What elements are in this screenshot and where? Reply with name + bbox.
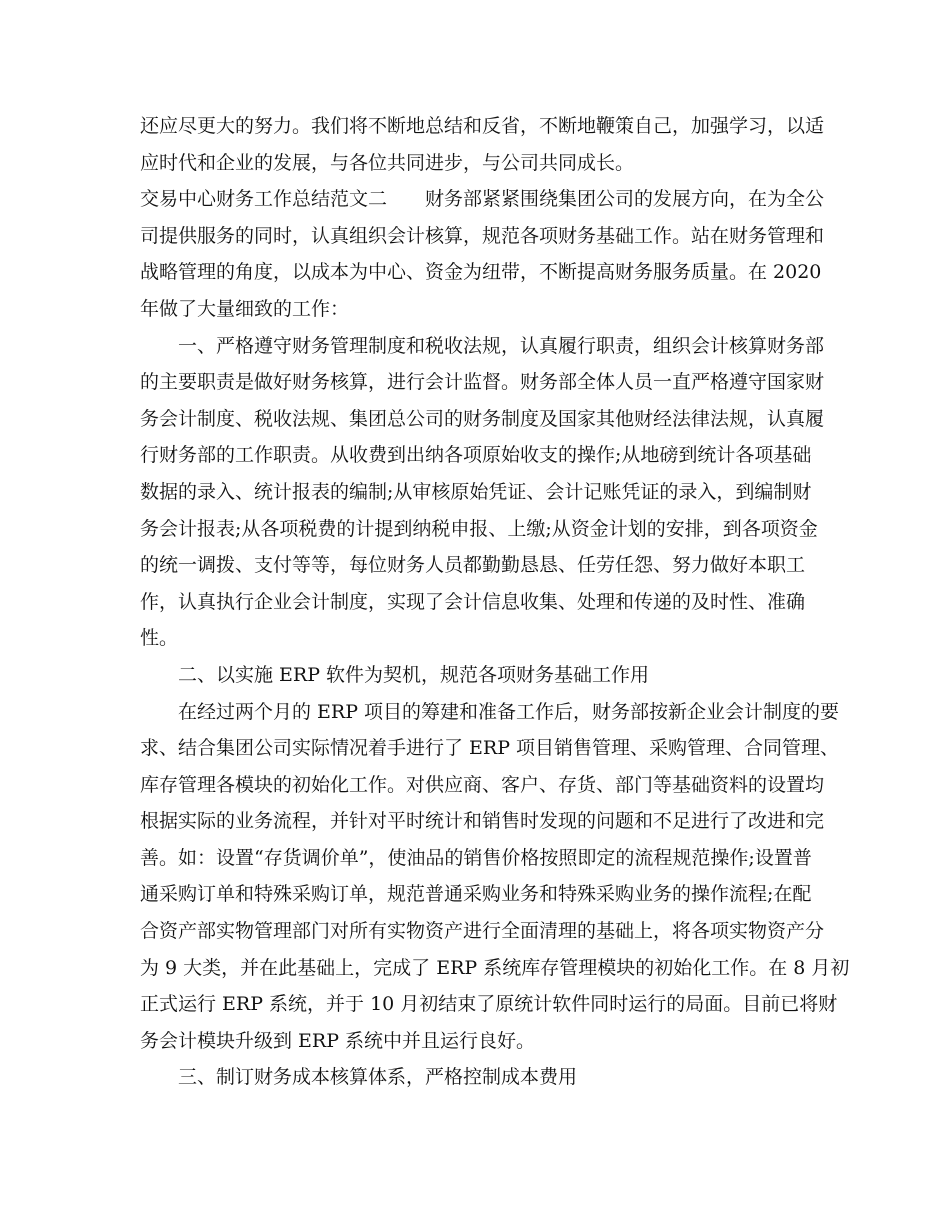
text-line: 还应尽更大的努力。我们将不断地总结和反省，不断地鞭策自己，加强学习，以适 [140,115,825,137]
text-line: 的统一调拨、支付等等，每位财务人员都勤勤恳恳、任劳任怨、努力做好本职工 [140,554,806,577]
text-line: 务会计报表;从各项税费的计提到纳税申报、上缴;从资金计划的安排，到各项资金 [140,517,818,540]
text-line: 务会计制度、税收法规、集团总公司的财务制度及国家其他财经法律法规，认真履 [140,407,825,430]
text-line: 的主要职责是做好财务核算，进行会计监督。财务部全体人员一直严格遵守国家财 [140,371,825,394]
text-line: 为 9 大类，并在此基础上，完成了 ERP 系统库存管理模块的初始化工作。在 8 月初 [140,956,850,979]
text-line: 正式运行 ERP 系统，并于 10 月初结束了原统计软件同时运行的局面。目前已将财 [140,993,838,1016]
text-line: 根据实际的业务流程，并针对平时统计和销售时发现的问题和不足进行了改进和完 [140,810,825,833]
text-line: 善。如：设置“存货调价单”，使油品的销售价格按照即定的流程规范操作;设置普 [140,846,812,869]
text-line: 交易中心财务工作总结范文二 财务部紧紧围绕集团公司的发展方向，在为全公 [140,188,825,211]
text-line: 合资产部实物管理部门对所有实物资产进行全面清理的基础上，将各项实物资产分 [140,920,825,943]
text-line: 在经过两个月的 ERP 项目的筹建和准备工作后，财务部按新企业会计制度的要 [178,700,840,723]
text-line: 通采购订单和特殊采购订单，规范普通采购业务和特殊采购业务的操作流程;在配 [140,883,812,906]
text-line: 司提供服务的同时，认真组织会计核算，规范各项财务基础工作。站在财务管理和 [140,224,825,247]
text-line: 数据的录入、统计报表的编制;从审核原始凭证、会计记账凭证的录入，到编制财 [140,480,812,503]
section-heading: 三、制订财务成本核算体系，严格控制成本费用 [178,1066,578,1089]
section-heading: 一、严格遵守财务管理制度和税收法规，认真履行职责，组织会计核算财务部 [178,334,825,357]
text-line: 库存管理各模块的初始化工作。对供应商、客户、存货、部门等基础资料的设置均 [140,773,825,796]
text-line: 年做了大量细致的工作： [140,297,350,320]
text-line: 性。 [140,627,179,650]
text-line: 战略管理的角度，以成本为中心、资金为纽带，不断提高财务服务质量。在 2020 [140,261,822,284]
section-heading: 二、以实施 ERP 软件为契机，规范各项财务基础工作用 [178,663,650,686]
text-line: 务会计模块升级到 ERP 系统中并且运行良好。 [140,1029,536,1052]
document-body [140,108,850,1096]
text-line: 行财务部的工作职责。从收费到出纳各项原始收支的操作;从地磅到统计各项基础 [140,444,812,467]
text-line: 应时代和企业的发展，与各位共同进步，与公司共同成长。 [140,151,635,174]
text-line: 求、结合集团公司实际情况着手进行了 ERP 项目销售管理、采购管理、合同管理、 [140,737,840,760]
text-line: 作，认真执行企业会计制度，实现了会计信息收集、处理和传递的及时性、准确 [140,590,806,613]
